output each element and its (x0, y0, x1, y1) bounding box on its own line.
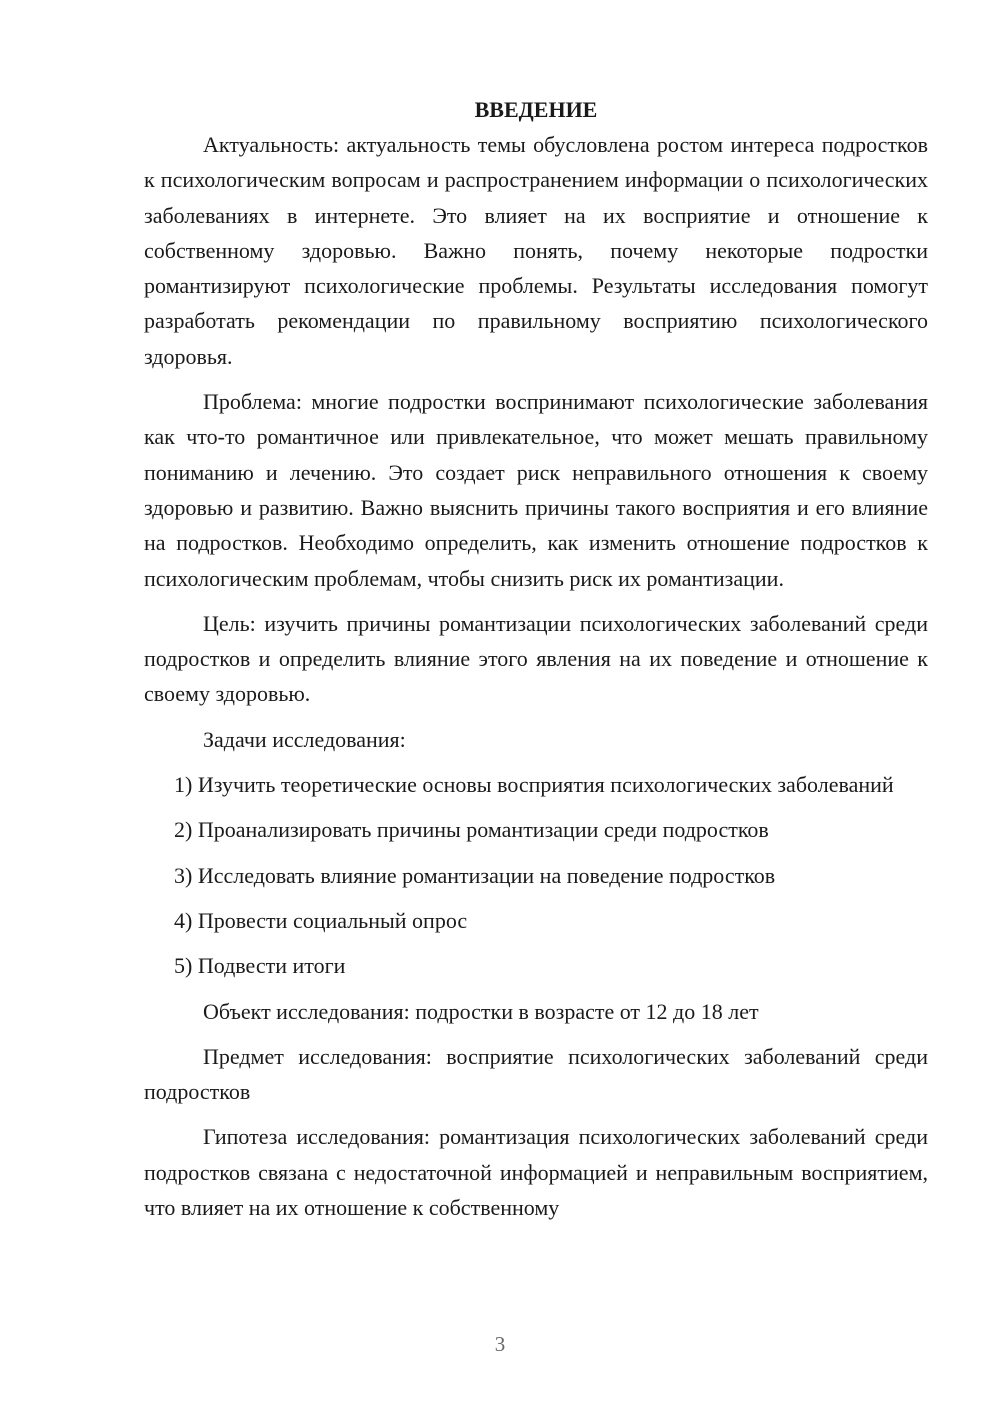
task-item: 4) Провести социальный опрос (174, 907, 468, 933)
section-title: ВВЕДЕНИЕ (474, 97, 598, 122)
task-item: 1) Изучить теоретические основы восприятия психологических заболеваний (174, 772, 894, 798)
task-item: 5) Подвести итоги (174, 953, 346, 979)
paragraph-problem: Проблема: многие подростки воспринимают психологические заболевания как что-то романтичное или привлекательное, что может мешать правильному пониманию и лечению. Это создает риск неправильного отношения к своему здоровью и развитию. Важно выяснить причины такого восприятия и его влияние на подростков. Необходимо определить, как изменить отношение подростков к психологическим проблемам, чтобы снизить риск их романтизации. (144, 389, 928, 591)
paragraph-goal: Цель: изучить причины романтизации психологических заболеваний среди подростков и определить влияние этого явления на их поведение и отношение к своему здоровью. (144, 610, 928, 707)
paragraph-tasks-heading: Задачи исследования: (203, 726, 406, 752)
paragraph-relevance: Актуальность: актуальность темы обусловлена ростом интереса подростков к психологическим вопросам и распространением информации о психологических заболеваниях в интернете. Это влияет на их восприятие и отношение к собственному здоровью. Важно понять, почему некоторые подростки романтизируют психологические проблемы. Результаты исследования помогут разработать рекомендации по правильному восприятию психологического здоровья. (144, 132, 928, 369)
paragraph-hypothesis: Гипотеза исследования: романтизация психологических заболеваний среди подростков связана с недостаточной информацией и неправильным восприятием, что влияет на их отношение к собственному (144, 1124, 928, 1221)
paragraph-subject: Предмет исследования: восприятие психологических заболеваний среди подростков (144, 1043, 928, 1105)
page-number: 3 (494, 1332, 506, 1356)
task-item: 3) Исследовать влияние романтизации на поведение подростков (174, 862, 776, 888)
task-item: 2) Проанализировать причины романтизации среди подростков (174, 817, 769, 843)
document-page (144, 92, 928, 1225)
paragraph-object: Объект исследования: подростки в возрасте от 12 до 18 лет (203, 998, 759, 1024)
